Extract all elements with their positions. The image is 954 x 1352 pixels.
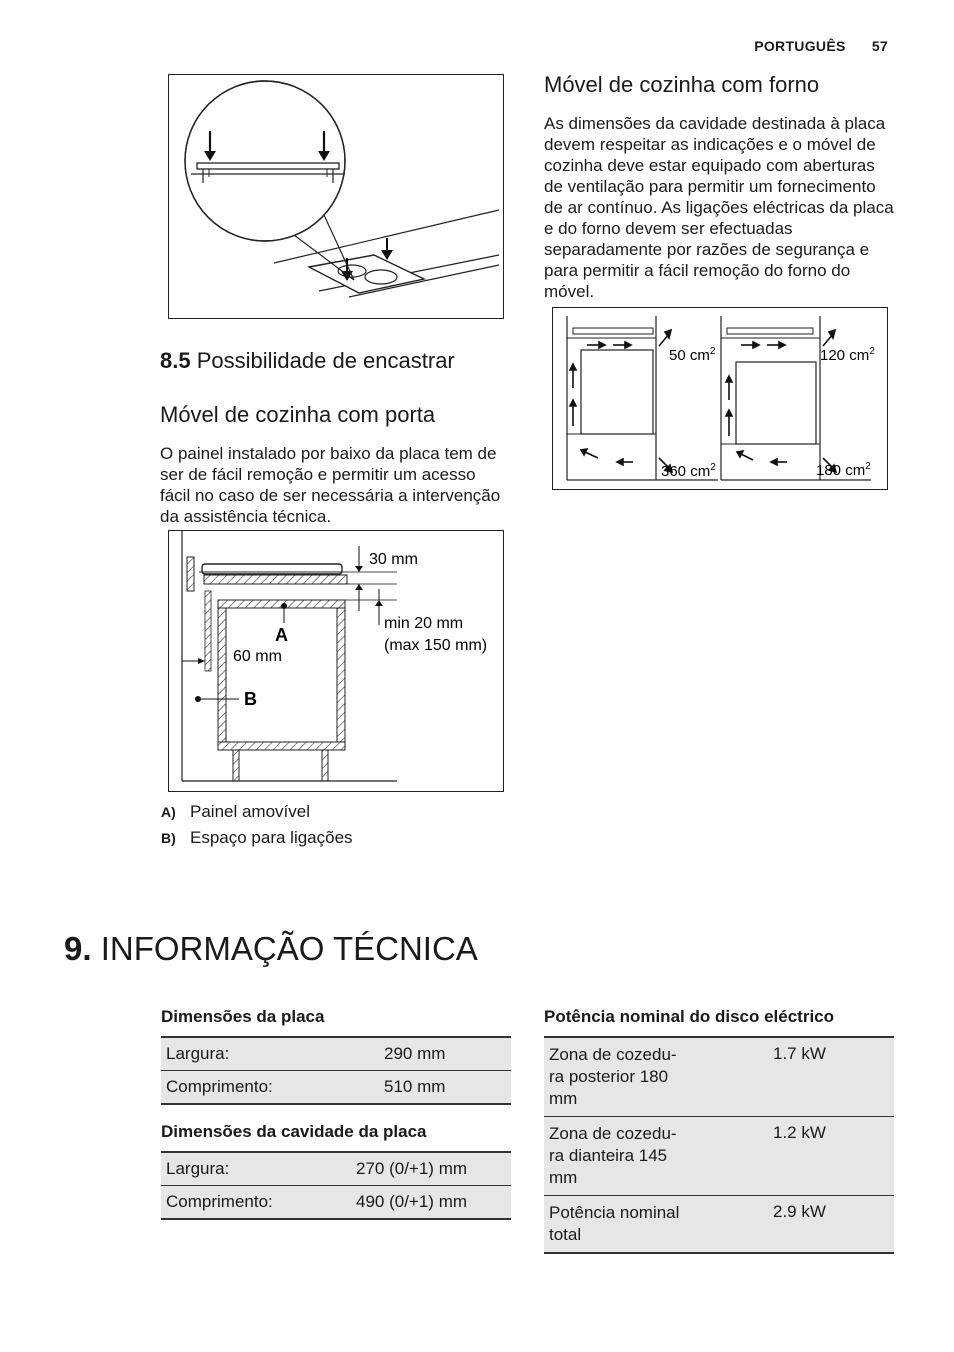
marker-b: B: [244, 689, 257, 709]
section-title: [160, 348, 455, 374]
door-cabinet-title: Móvel de cozinha com porta: [160, 402, 436, 427]
row-label: Largura:: [161, 1152, 351, 1186]
marker-a: A: [275, 625, 288, 645]
table-row: [161, 1186, 511, 1220]
row-value: 1.7 kW: [768, 1037, 894, 1117]
oven-cabinet-text: As dimensões da cavidade destinada à placa devem respeitar as indicações e o móvel de cozinha deve estar equipado com aberturas de ventilação para permitir um fornecimento de ar contínuo. As ligações eléctricas da placa e do forno devem ser efectuadas separadamente por razões de segurança e para permitir a fácil remoção do forno do móvel.: [544, 114, 894, 301]
table-row: [161, 1152, 511, 1186]
oven-ventilation-illustration: [553, 308, 887, 489]
oven-cabinet-title: Móvel de cozinha com forno: [544, 72, 820, 97]
row-label: Largura:: [161, 1037, 379, 1071]
legend-item: [161, 828, 353, 848]
hob-insertion-illustration: [169, 75, 503, 318]
power-table: [544, 1036, 894, 1254]
dim-30mm: 30 mm: [369, 551, 418, 568]
cavity-dimensions-table: [161, 1151, 511, 1220]
page-header: [754, 38, 888, 54]
hob-dimensions-table: [161, 1036, 511, 1105]
cabinet-door-figure: [168, 530, 504, 792]
table-row: [161, 1037, 511, 1071]
chapter-title: [64, 930, 478, 968]
power-title: Potência nominal do disco eléctrico: [544, 1007, 835, 1026]
vent-left-top: 50 $cm^2$: [669, 346, 716, 364]
chapter-number: 9.: [64, 930, 92, 967]
cabinet-door-illustration: [169, 531, 503, 791]
vent-right-top: 120 $cm^2$: [820, 346, 875, 364]
row-value: 490 (0/+1) mm: [351, 1186, 511, 1220]
chapter-title-text: INFORMAÇÃO TÉCNICA: [100, 930, 478, 967]
table-row: [544, 1037, 894, 1117]
row-value: 510 mm: [379, 1071, 511, 1105]
section-title-text: Possibilidade de encastrar: [196, 348, 455, 373]
row-label: Comprimento:: [161, 1071, 379, 1105]
row-value: 290 mm: [379, 1037, 511, 1071]
oven-ventilation-figure: [552, 307, 888, 490]
row-label: Zona de cozedu- ra posterior 180 mm: [544, 1037, 768, 1117]
row-value: 2.9 kW: [768, 1196, 894, 1254]
header-language: PORTUGUÊS: [754, 38, 846, 54]
table-row: [544, 1196, 894, 1254]
legend-label: Espaço para ligações: [190, 828, 353, 847]
row-value: 270 (0/+1) mm: [351, 1152, 511, 1186]
legend-label: Painel amovível: [190, 802, 311, 821]
row-label: Potência nominal total: [544, 1196, 768, 1254]
page-number: 57: [871, 38, 888, 54]
cavity-dimensions-title: Dimensões da cavidade da placa: [161, 1122, 427, 1141]
vent-right-bottom: 180 $cm^2$: [816, 461, 871, 479]
dim-60mm: 60 mm: [233, 648, 282, 665]
vent-left-bottom: 360 $cm^2$: [661, 462, 716, 480]
hob-insertion-figure: [168, 74, 504, 319]
section-number: 8.5: [160, 348, 191, 373]
legend-item: [161, 802, 310, 822]
hob-dimensions-title: Dimensões da placa: [161, 1007, 325, 1026]
door-cabinet-text: O painel instalado por baixo da placa tem de ser de fácil remoção e permitir um acesso fácil no caso de ser necessária a intervenção da assistência técnica.: [160, 444, 501, 526]
row-value: 1.2 kW: [768, 1117, 894, 1196]
table-row: [544, 1117, 894, 1196]
dim-min20mm: min 20 mm: [384, 615, 464, 632]
row-label: Zona de cozedu- ra dianteira 145 mm: [544, 1117, 768, 1196]
row-label: Comprimento:: [161, 1186, 351, 1220]
table-row: [161, 1071, 511, 1105]
legend-key: B): [161, 830, 176, 846]
dim-max150mm: (max 150 mm): [384, 637, 488, 654]
legend-key: A): [161, 804, 176, 820]
